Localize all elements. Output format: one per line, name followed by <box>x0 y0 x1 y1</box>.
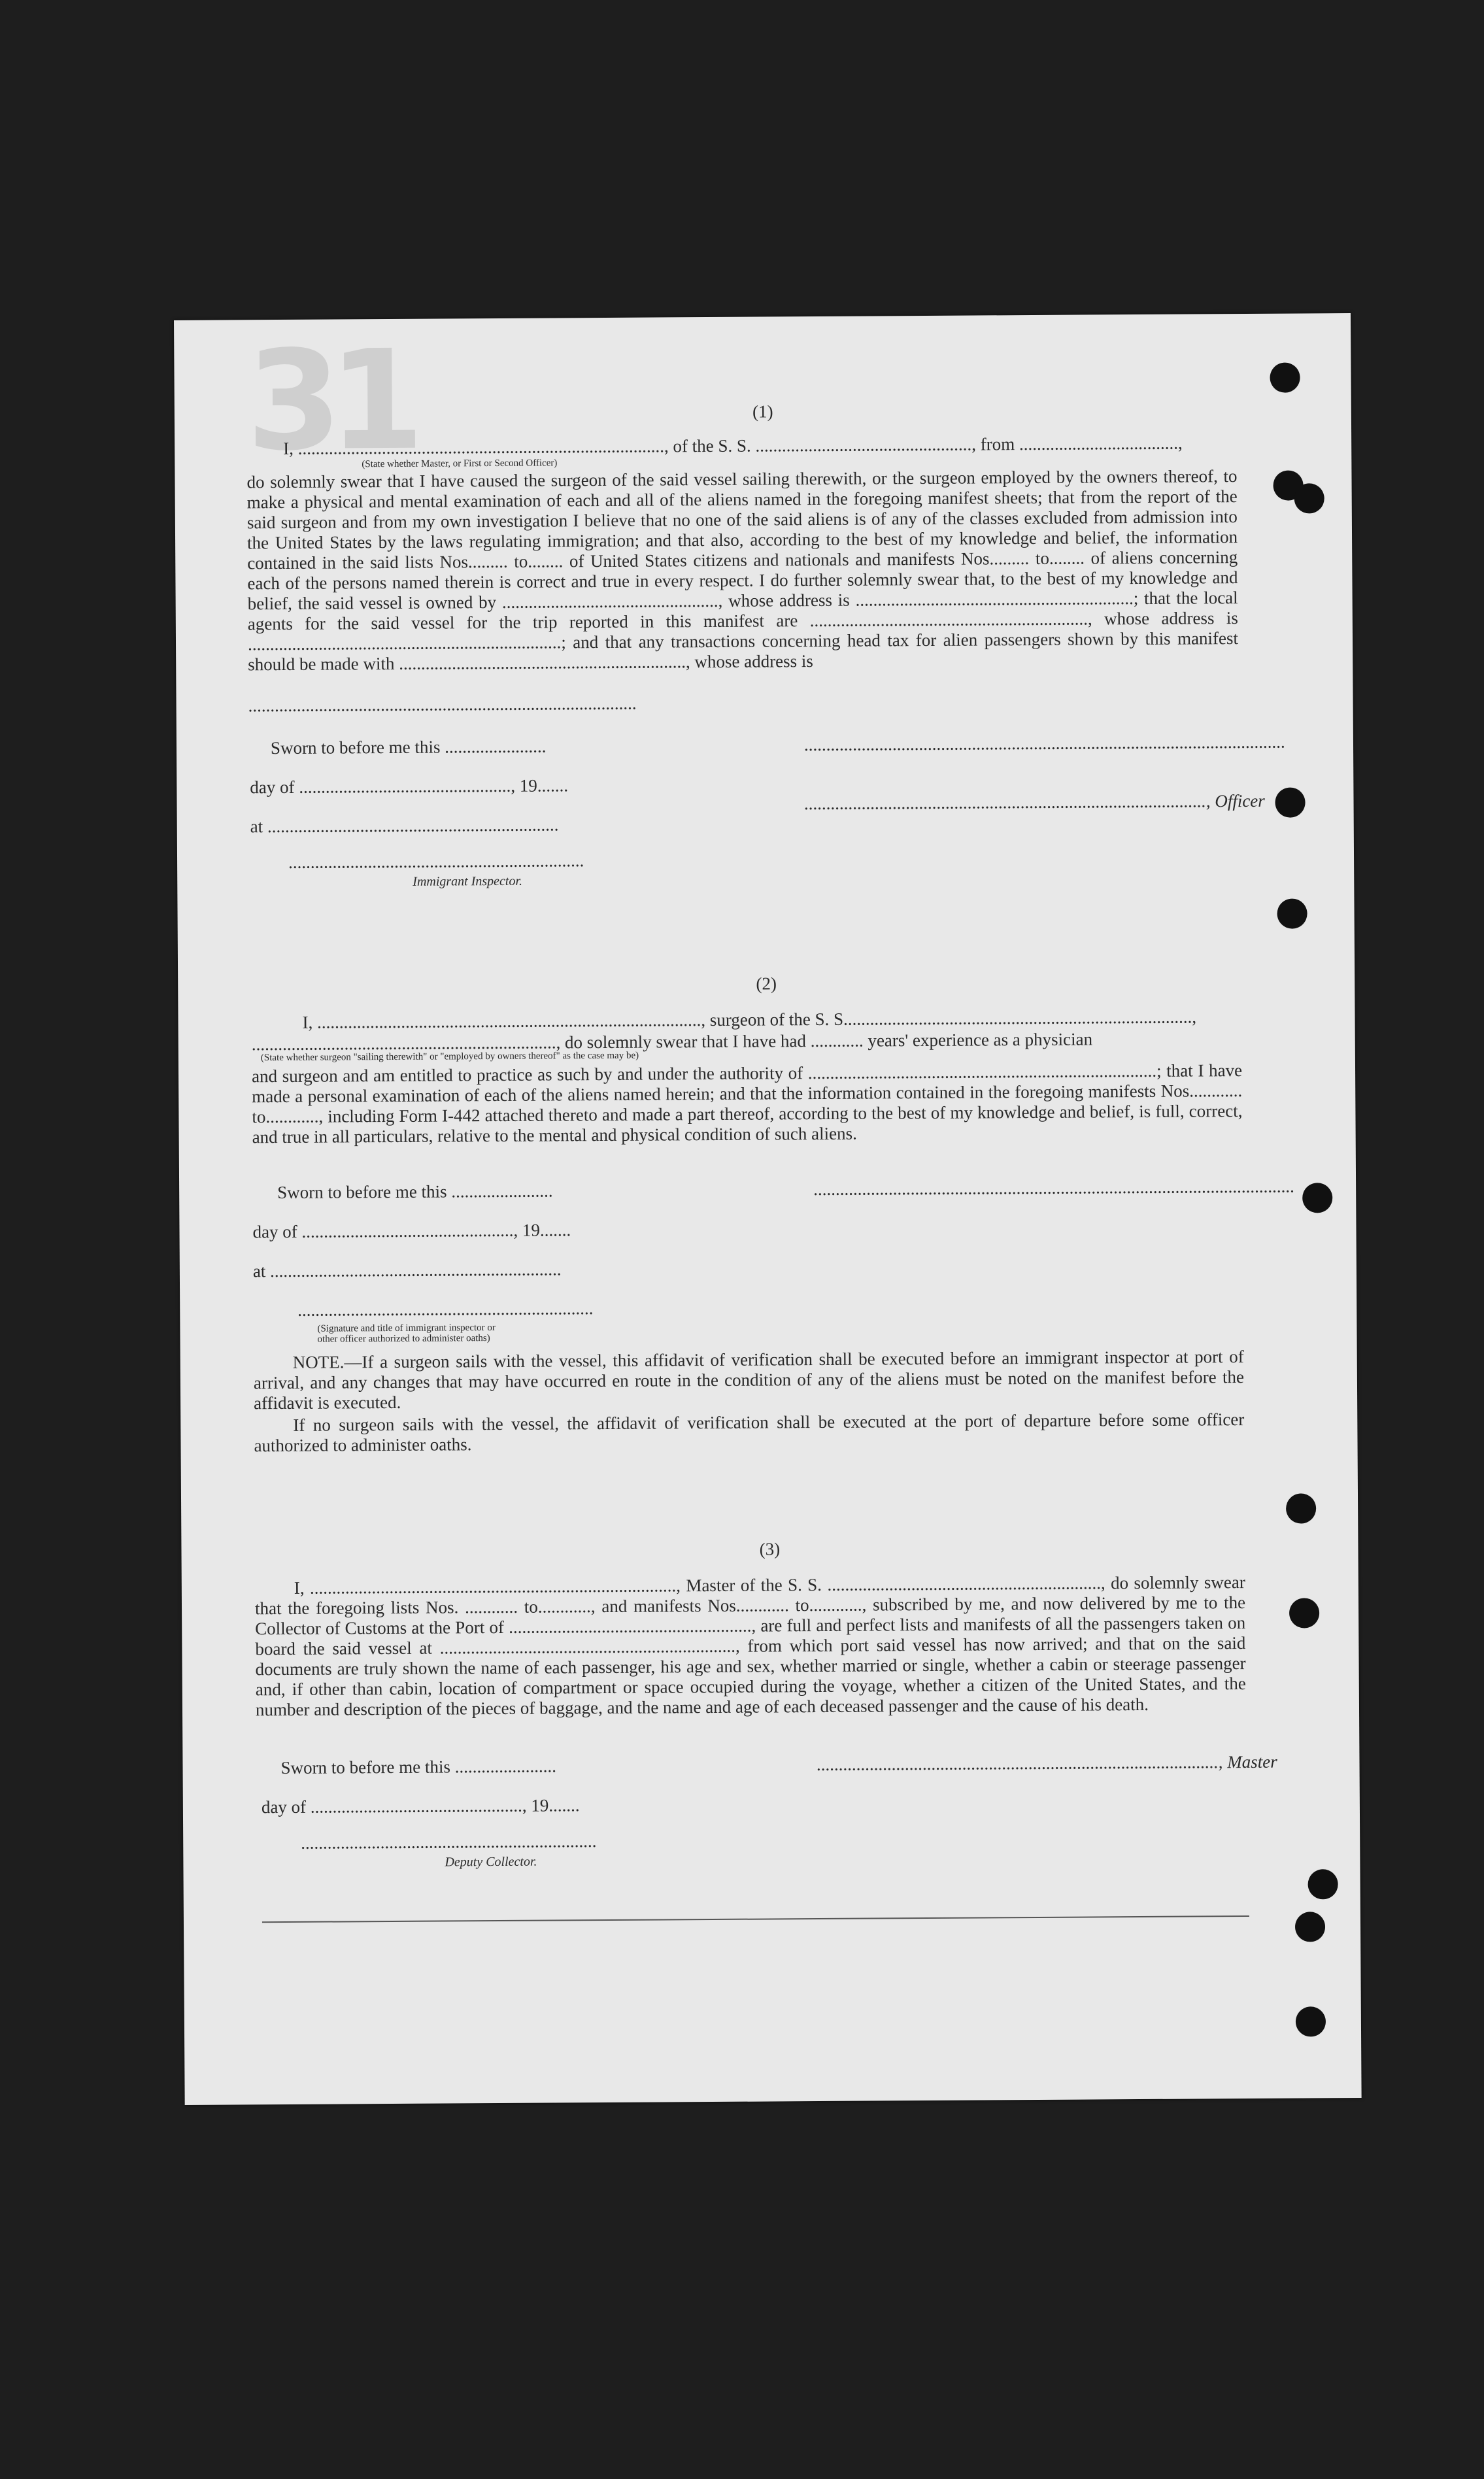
section-2-sworn-line: Sworn to before me this ....................... <box>277 1181 553 1203</box>
section-3-master-line: ..........................................................................................., Master <box>817 1751 1277 1775</box>
punch-hole-icon <box>1289 1598 1319 1628</box>
section-2-note <box>254 1347 1245 1413</box>
section-1-officer-note: (State whether Master, or First or Second Officer) <box>362 458 558 470</box>
section-1-officer-line: ..........................................................................................., Officer <box>804 790 1265 814</box>
punch-hole-icon <box>1302 1183 1332 1213</box>
punch-hole-icon <box>1295 1912 1325 1942</box>
section-1-day-line: day of ................................................, 19....... <box>250 775 569 798</box>
section-1-inspector-signature: ................................................................... <box>288 851 584 872</box>
manifest-page <box>174 313 1362 2105</box>
section-2-opening-line: I, ......................................................................................., surgeon of the S. S..............................................................................., <box>302 1007 1197 1032</box>
section-3-number: (3) <box>759 1539 781 1559</box>
punch-hole-icon <box>1294 483 1324 513</box>
section-3-collector-signature: ................................................................... <box>301 1831 597 1853</box>
section-2-oath-text: and surgeon and am entitled to practice as such by and under the authority of ...............................................................................; that I have made a personal examination of each of the aliens named herein; and that the information contained in the foregoing manifests Nos............ to............, including Form I-442 attached thereto and made a part thereof, according to the best of my knowledge and belief, is full, correct, and true in all particulars, relative to the mental and physical condition of such aliens. <box>251 1060 1243 1147</box>
section-2-second-line: ....................................................................., do solemnly swear that I have had ............ years' experience as a physician <box>251 1029 1093 1054</box>
punch-hole-icon <box>1286 1493 1316 1523</box>
section-2-surgeon-note: (State whether surgeon "sailing therewith" or "employed by owners thereof" as the case may be) <box>260 1050 639 1064</box>
note-label: NOTE. <box>292 1352 345 1372</box>
section-1-sworn-line: Sworn to before me this ....................... <box>270 736 547 758</box>
section-3-collector-label: Deputy Collector. <box>445 1854 537 1870</box>
bottom-rule <box>262 1915 1249 1923</box>
punch-hole-icon <box>1275 787 1305 817</box>
section-2-surgeon-signature: ............................................................................................................. <box>813 1176 1294 1200</box>
section-2-at-line: at .................................................................. <box>252 1259 562 1281</box>
punch-hole-icon <box>1308 1869 1338 1899</box>
section-3-sworn-line: Sworn to before me this ....................... <box>280 1756 557 1778</box>
section-1-inspector-label: Immigrant Inspector. <box>413 873 523 889</box>
punch-hole-icon <box>1277 898 1307 928</box>
section-2-number: (2) <box>756 973 777 994</box>
section-2-inspector-signature: ................................................................... <box>297 1298 594 1320</box>
page-stamp-number: 31 <box>246 320 412 482</box>
section-2-signature-note-2: other officer authorized to administer oaths) <box>317 1333 490 1345</box>
section-1-oath-text: do solemnly swear that I have caused the surgeon of the said vessel sailing therewith, or the surgeon employed by the owners thereof, to make a physical and mental examination of each and all of the aliens named in the foregoing manifest sheets; that from the report of the said surgeon and from my own investigation I believe that no one of the said aliens is of any of the classes excluded from admission into the United States by the laws regulating immigration; and that also, according to the best of my knowledge and belief, the information contained in the said lists Nos......... to........ of United States citizens and nationals and manifests Nos......... to........ of aliens concerning each of the persons named therein is correct and true in every respect. I do further solemnly swear that, to the best of my knowledge and belief, the said vessel is owned by ................................................., whose address is ...............................................................; that the local agents for the said vessel for the trip reported in this manifest are ..............................................................., whose address is .......................................................................; and that any transactions concerning head tax for alien passengers shown by this manifest should be made with ................................................................., whose address is <box>246 466 1239 675</box>
section-1-trailing-dots: ........................................................................................ <box>248 693 637 716</box>
section-2-day-line: day of ................................................, 19....... <box>252 1220 571 1242</box>
punch-hole-icon <box>1296 2006 1326 2036</box>
note-text: —If a surgeon sails with the vessel, this affidavit of verification shall be executed before an immigrant inspector at port of arrival, and any changes that may have occurred en route in the condition of any of the aliens must be noted on the manifest before the affidavit is executed. <box>253 1347 1244 1413</box>
section-2-signature-note-1: (Signature and title of immigrant inspector or <box>317 1323 496 1334</box>
section-1-number: (1) <box>752 401 773 422</box>
section-3-oath-text: I, ..................................................................................., Master of the S. S. .............................................................., do solemnly swear that the foregoing lists Nos. ............ to............, and manifests Nos............ to............, subscribed by me, and now delivered by me to the Collector of Customs at the Port of ......................................................., are full and perfect lists and manifests of all the passengers taken on board the said vessel at ..................................................................., from which port said vessel has now arrived; and that on the said documents are truly shown the name of each passenger, his age and sex, whether married or single, whether a cabin or steerage passenger and, if other than cabin, location of compartment or space occupied during the voyage, whether a citizen of the United States, and the number and description of the pieces of baggage, and the name and age of each deceased passenger and the cause of his death. <box>254 1572 1246 1720</box>
section-2-note-2: If no surgeon sails with the vessel, the affidavit of verification shall be executed at the port of departure before some officer authorized to administer oaths. <box>254 1409 1245 1456</box>
section-1-at-line: at .................................................................. <box>250 815 559 837</box>
section-1-blank-signature: ............................................................................................................. <box>803 732 1285 755</box>
section-3-day-line: day of ................................................, 19....... <box>261 1795 580 1817</box>
punch-hole-icon <box>1270 362 1300 392</box>
section-1-opening-line: I, ..................................................................................., of the S. S. ................................................., from ...................................., <box>283 433 1183 458</box>
